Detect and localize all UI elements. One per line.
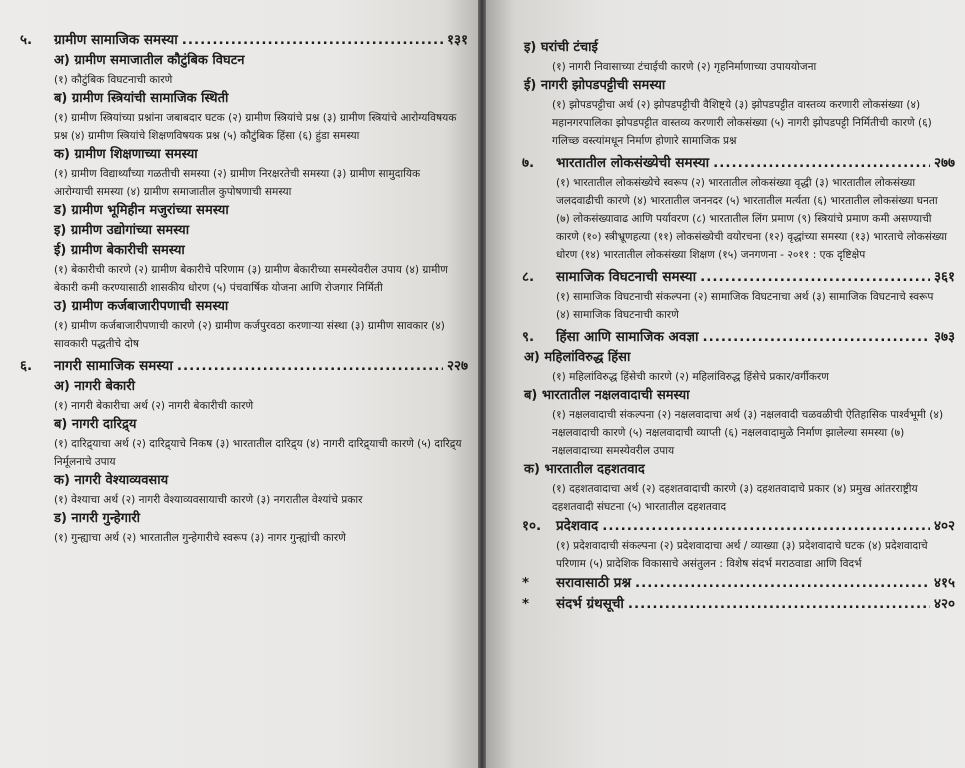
chapter-title: नागरी सामाजिक समस्या	[54, 358, 173, 374]
toc-entry-chapter-5[interactable]	[20, 30, 468, 51]
subsection-title: इ) ग्रामीण उद्योगांच्या समस्या	[54, 223, 190, 238]
chapter-number: ७.	[522, 155, 535, 171]
subsection-detail: (१) महिलांविरुद्ध हिंसेची कारणे (२) महिलांविरुद्ध हिंसेचे प्रकार/वर्गीकरण	[552, 371, 829, 383]
chapter-detail: (१) प्रदेशवादाची संकल्पना (२) प्रदेशवादाचा अर्थ / व्याख्या (३) प्रदेशवादाचे घटक (४) प्रदेशवादाचे परिणाम (५) प्रादेशिक विकासाचे असंतुलन : विशेष संदर्भ मराठवाडा आणि विदर्भ	[556, 540, 928, 570]
toc-entry-chapter-8[interactable]	[522, 267, 955, 288]
page-number: ४१५	[933, 575, 955, 591]
dot-leader	[713, 153, 930, 174]
subsection-title: इ) घरांची टंचाई	[524, 40, 598, 55]
entry-title: संदर्भ ग्रंथसूची	[556, 596, 624, 612]
subsection-title: ब) ग्रामीण स्त्रियांची सामाजिक स्थिती	[54, 91, 229, 106]
bullet-star: *	[522, 596, 530, 612]
subsection-title: अ) ग्रामीण समाजातील कौटुंबिक विघटन	[54, 53, 245, 68]
subsection-title: अ) नागरी बेकारी	[54, 379, 135, 394]
toc-entry-chapter-10[interactable]	[522, 516, 955, 537]
toc-entry-practice-questions[interactable]	[522, 573, 955, 594]
subsection-detail: (१) दहशतवादाचा अर्थ (२) दहशतवादाची कारणे (३) दहशतवादाचे प्रकार (४) प्रमुख आंतरराष्ट्रीय दहशतवादी संघटना (५) भारतातील दहशतवाद	[552, 483, 918, 513]
bullet-star: *	[522, 575, 530, 591]
subsection-title: क) ग्रामीण शिक्षणाच्या समस्या	[54, 147, 198, 162]
right-page	[486, 0, 965, 768]
subsection-title: क) नागरी वेश्याव्यवसाय	[54, 473, 169, 488]
subsection-title: ब) नागरी दारिद्र्य	[54, 417, 137, 432]
chapter-title: ग्रामीण सामाजिक समस्या	[54, 32, 178, 48]
page-number: २७७	[933, 155, 955, 171]
subsection-title: ब) भारतातील नक्षलवादाची समस्या	[524, 388, 690, 403]
dot-leader	[628, 594, 930, 615]
subsection-title: ई) ग्रामीण बेकारीची समस्या	[54, 243, 185, 258]
subsection-detail: (१) ग्रामीण विद्यार्थ्यांच्या गळतीची समस्या (२) ग्रामीण निरक्षरतेची समस्या (३) ग्रामीण सामुदायिक आरोग्याची समस्या (४) ग्रामीण समाजातील कुपोषणाची समस्या	[54, 168, 421, 198]
dot-leader	[635, 573, 930, 594]
subsection-detail: (१) गुन्ह्याचा अर्थ (२) भारतातील गुन्हेगारीचे स्वरूप (३) नागर गुन्ह्यांची कारणे	[54, 532, 346, 544]
chapter-number: ६.	[20, 358, 33, 374]
chapter-detail: (१) सामाजिक विघटनाची संकल्पना (२) सामाजिक विघटनाचा अर्थ (३) सामाजिक विघटनाचे स्वरूप (४) सामाजिक विघटनाची कारणे	[556, 291, 934, 321]
toc-entry-chapter-6[interactable]	[20, 356, 468, 377]
page-number: ४०२	[933, 518, 955, 534]
subsection-title: ड) नागरी गुन्हेगारी	[54, 511, 141, 526]
chapter-number: ५.	[20, 32, 33, 48]
chapter-number: १०.	[522, 518, 542, 534]
chapter-title: हिंसा आणि सामाजिक अवज्ञा	[556, 329, 699, 345]
subsection-title: उ) ग्रामीण कर्जबाजारीपणाची समस्या	[54, 299, 229, 314]
subsection-detail: (१) ग्रामीण स्त्रियांच्या प्रश्नांना जबाबदार घटक (२) ग्रामीण स्त्रियांचे प्रश्न (३) ग्रामीण स्त्रियांचे आरोग्यविषयक प्रश्न (४) ग्रामीण स्त्रियांचे शिक्षणविषयक प्रश्न (५) कौटुंबिक हिंसा (६) हुंडा समस्या	[54, 112, 457, 142]
dot-leader	[700, 267, 930, 288]
chapter-title: सामाजिक विघटनाची समस्या	[556, 269, 697, 285]
page-number: ४२०	[933, 596, 955, 612]
subsection-title: अ) महिलांविरुद्ध हिंसा	[524, 350, 631, 365]
subsection-detail: (१) झोपडपट्टीचा अर्थ (२) झोपडपट्टीची वैशिष्ट्ये (३) झोपडपट्टीत वास्तव्य करणारी लोकसंख्या (४) महानगरपालिका झोपडपट्टीत वास्तव्य करणारी लोकसंख्या (५) नागरी झोपडपट्टी निर्मितीची कारणे (६) गलिच्छ वस्त्यांमधून निर्माण होणारे सामाजिक प्रश्न	[552, 99, 932, 147]
book-spine-gutter	[478, 0, 486, 768]
dot-leader	[182, 30, 443, 51]
subsection-detail: (१) नागरी बेकारीचा अर्थ (२) नागरी बेकारीची कारणे	[54, 400, 254, 412]
subsection-detail: (१) नागरी निवासाच्या टंचाईची कारणे (२) गृहनिर्माणाच्या उपाययोजना	[552, 61, 817, 73]
chapter-number: ८.	[522, 269, 535, 285]
page-number: २२७	[446, 358, 468, 374]
subsection-detail: (१) वेश्याचा अर्थ (२) नागरी वेश्याव्यवसायाची कारणे (३) नगरातील वेश्यांचे प्रकार	[54, 494, 363, 506]
subsection-detail: (१) दारिद्र्याचा अर्थ (२) दारिद्र्याचे निकष (३) भारतातील दारिद्र्य (४) नागरी दारिद्र्याची कारणे (५) दारिद्र्य निर्मूलनाचे उपाय	[54, 438, 462, 468]
subsection-title: ई) नागरी झोपडपट्टीची समस्या	[524, 78, 666, 93]
subsection-detail: (१) कौटुंबिक विघटनाची कारणे	[54, 74, 173, 86]
subsection-title: क) भारतातील दहशतवाद	[524, 462, 645, 477]
chapter-title: भारतातील लोकसंख्येची समस्या	[556, 155, 710, 171]
page-number: ३७३	[933, 329, 955, 345]
dot-leader	[602, 516, 930, 537]
entry-title: सरावासाठी प्रश्न	[556, 575, 632, 591]
dot-leader	[177, 356, 443, 377]
page-number: ३६१	[933, 269, 955, 285]
chapter-title: प्रदेशवाद	[556, 518, 599, 534]
subsection-detail: (१) नक्षलवादाची संकल्पना (२) नक्षलवादाचा अर्थ (३) नक्षलवादी चळवळीची ऐतिहासिक पार्श्वभूमी (४) नक्षलवादाची कारणे (५) नक्षलवादाची व्याप्ती (६) नक्षलवादामुळे निर्माण झालेल्या समस्या (७) नक्षलवादाच्या समस्येवरील उपाय	[552, 409, 944, 457]
toc-entry-bibliography[interactable]	[522, 594, 955, 615]
subsection-title: ड) ग्रामीण भूमिहीन मजुरांच्या समस्या	[54, 203, 229, 218]
subsection-detail: (१) ग्रामीण कर्जबाजारीपणाची कारणे (२) ग्रामीण कर्जपुरवठा करणाऱ्या संस्था (३) ग्रामीण सावकार (४) सावकारी पद्धतीचे दोष	[54, 320, 445, 350]
page-number: १३१	[446, 32, 468, 48]
chapter-detail: (१) भारतातील लोकसंख्येचे स्वरूप (२) भारतातील लोकसंख्या वृद्धी (३) भारतातील लोकसंख्या जलदवाढीची कारणे (४) भारतातील जननदर (५) भारतातील मर्त्यता (६) भारतातील लोकसंख्या घनता (७) लोकसंख्यावाढ आणि पर्यावरण (८) भारतातील लिंग प्रमाण (९) स्त्रियांचे प्रमाण कमी असण्याची कारणे (१०) स्त्रीभ्रूणहत्या (११) लोकसंख्येची वयोरचना (१२) वृद्धांच्या समस्या (१३) भारताचे लोकसंख्या धोरण (१४) भारतातील लोकसंख्या शिक्षण (१५) जनगणना - २०११ : एक दृष्टिक्षेप	[556, 177, 947, 261]
left-page	[0, 0, 478, 768]
dot-leader	[703, 327, 930, 348]
subsection-detail: (१) बेकारीची कारणे (२) ग्रामीण बेकारीचे परिणाम (३) ग्रामीण बेकारीच्या समस्येवरील उपाय (४) ग्रामीण बेकारी कमी करण्यासाठी शासकीय धोरण (५) पंचवार्षिक योजना आणि रोजगार निर्मिती	[54, 264, 448, 294]
chapter-number: ९.	[522, 329, 535, 345]
toc-entry-chapter-9[interactable]	[522, 327, 955, 348]
toc-entry-chapter-7[interactable]	[522, 153, 955, 174]
